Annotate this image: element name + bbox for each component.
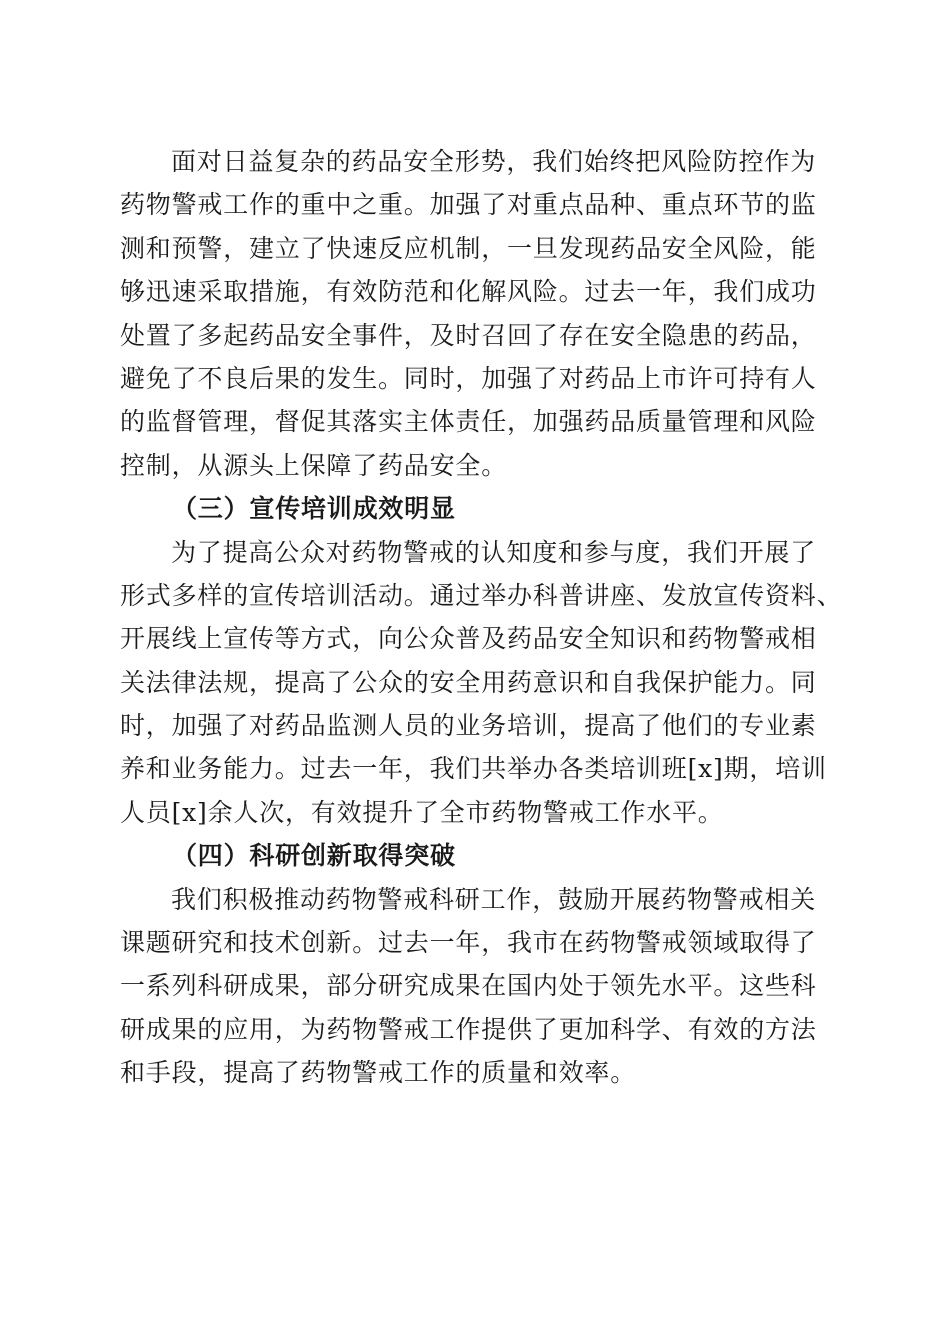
text-line: 研成果的应用，为药物警戒工作提供了更加科学、有效的方法 [120, 1014, 817, 1044]
text-line: 我们积极推动药物警戒科研工作，鼓励开展药物警戒相关 [171, 884, 817, 914]
text-line: 够迅速采取措施，有效防范和化解风险。过去一年，我们成功 [120, 277, 817, 307]
section-heading-3: （三）宣传培训成效明显 [172, 494, 456, 524]
text-line: 处置了多起药品安全事件，及时召回了存在安全隐患的药品， [120, 320, 817, 350]
text-line: 为了提高公众对药物警戒的认知度和参与度，我们开展了 [171, 537, 817, 567]
text-line: 面对日益复杂的药品安全形势，我们始终把风险防控作为 [171, 147, 817, 176]
paragraph-research-innovation [120, 878, 830, 1095]
text-line: 控制，从源头上保障了药品安全。 [120, 450, 508, 480]
section-heading-4: （四）科研创新取得突破 [172, 841, 456, 871]
text-line: 关法律法规，提高了公众的安全用药意识和自我保护能力。同 [120, 667, 817, 697]
text-line: 的监督管理，督促其落实主体责任，加强药品质量管理和风险 [120, 407, 817, 437]
document-body [120, 140, 843, 1095]
text-line: 课题研究和技术创新。过去一年，我市在药物警戒领域取得了 [120, 928, 817, 958]
text-line: 形式多样的宣传培训活动。通过举办科普讲座、发放宣传资料、 [120, 580, 843, 610]
text-line: 人员[x]余人次，有效提升了全市药物警戒工作水平。 [120, 797, 724, 827]
text-line: 一系列科研成果，部分研究成果在国内处于领先水平。这些科 [120, 971, 817, 1001]
text-line: 和手段，提高了药物警戒工作的质量和效率。 [120, 1058, 637, 1088]
text-line: 养和业务能力。过去一年，我们共举办各类培训班[x]期，培训 [120, 754, 827, 784]
text-line: 测和预警，建立了快速反应机制，一旦发现药品安全风险，能 [120, 233, 817, 263]
text-line: 时，加强了对药品监测人员的业务培训，提高了他们的专业素 [120, 711, 817, 741]
text-line: 开展线上宣传等方式，向公众普及药品安全知识和药物警戒相 [120, 624, 817, 654]
text-line: 药物警戒工作的重中之重。加强了对重点品种、重点环节的监 [120, 190, 817, 220]
paragraph-publicity-training [120, 531, 843, 835]
paragraph-risk-control [120, 140, 830, 487]
text-line: 避免了不良后果的发生。同时，加强了对药品上市许可持有人 [120, 363, 817, 393]
